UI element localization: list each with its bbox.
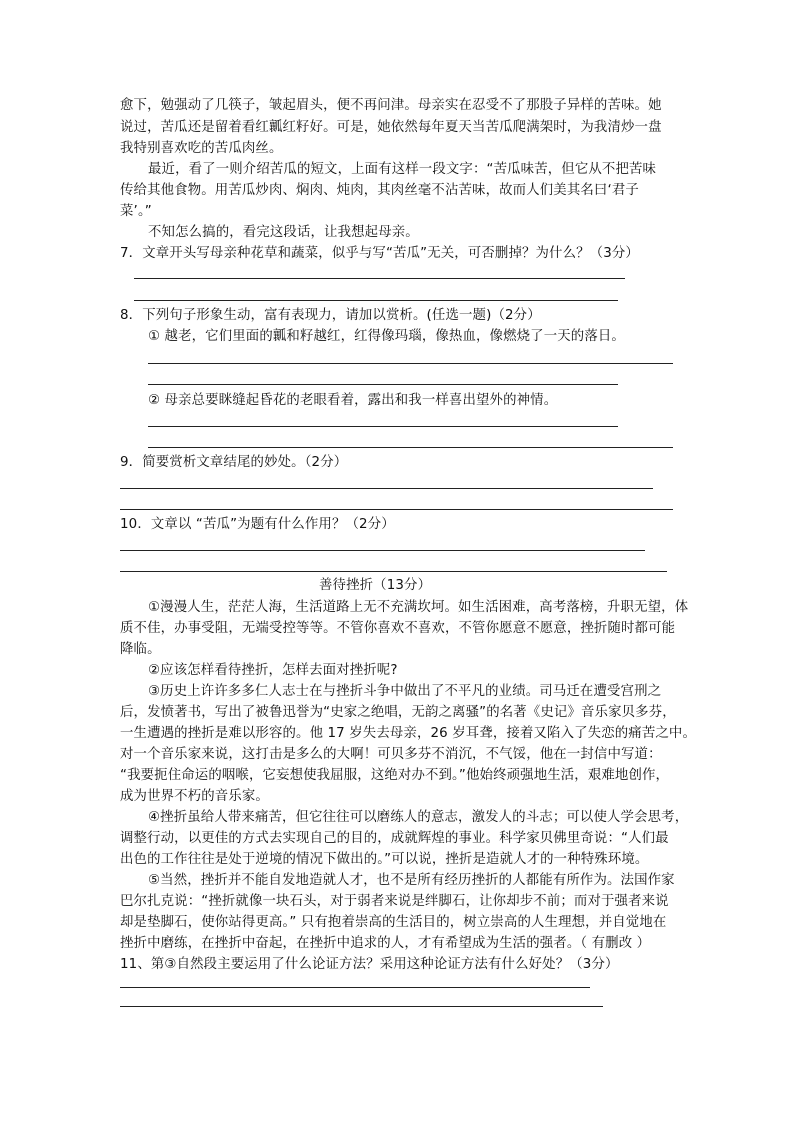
essay-line: ③历史上许许多多仁人志士在与挫折斗争中做出了不平凡的业绩。司马迁在遭受宫刑之 [148,684,662,699]
essay-line: 质不佳，办事受阻，无端受控等等。不管你喜欢不喜欢，不管你愿意不愿意，挫折随时都可能 [120,621,676,636]
question-9: 9．简要赏析文章结尾的妙处。（2分） [120,455,348,470]
passage-line: 菜’。” [120,204,152,219]
answer-line[interactable] [148,363,673,364]
essay-line: ④挫折虽给人带来痛苦，但它往往可以磨练人的意志，激发人的斗志；可以使人学会思考， [148,810,689,825]
essay-line: 巴尔扎克说：“挫折就像一块石头，对于弱者来说是绊脚石，让你却步不前；而对于强者来说 [120,894,669,909]
answer-line[interactable] [134,300,618,301]
answer-line[interactable] [148,447,673,448]
question-11: 11、第③自然段主要运用了什么论证方法？采用这种论证方法有什么好处？（3分） [120,957,619,972]
essay-line: 却是垫脚石，使你站得更高。” 只有抱着崇高的生活目的，树立崇高的人生理想，并自觉地在 [120,915,667,930]
question-7: 7．文章开头写母亲种花草和蔬菜，似乎与写“苦瓜”无关，可否删掉？为什么？（3分） [120,246,639,261]
question-8-option-1: ① 越老，它们里面的瓤和籽越红，红得像玛瑙，像热血，像燃烧了一天的落日。 [148,329,625,344]
essay-line: ②应该怎样看待挫折，怎样去面对挫折呢? [148,663,398,678]
essay-title: 善待挫折（13分） [319,578,432,593]
passage-line: 不知怎么搞的，看完这段话，让我想起母亲。 [148,225,419,240]
essay-line: 一生遭遇的挫折是难以形容的。他 17 岁失去母亲，26 岁耳聋，接着又陷入了失恋的痛苦之中。 [120,726,696,741]
passage-line: 说过，苦瓜还是留着看红瓤红籽好。可是，她依然每年夏天当苦瓜爬满架时，为我清炒一盘 [120,120,662,135]
essay-line: 调整行动，以更佳的方式去实现自己的目的，成就辉煌的事业。科学家贝佛里奇说：“人们最 [120,831,669,846]
passage-line: 传给其他食物。用苦瓜炒肉、焖肉、炖肉，其肉丝毫不沾苦味，故而人们美其名曰‘君子 [120,183,639,198]
answer-line[interactable] [134,278,625,279]
answer-line[interactable] [120,1006,603,1007]
passage-line: 愈下，勉强动了几筷子，皱起眉头，便不再问津。母亲实在忍受不了那股子异样的苦味。她 [120,98,662,113]
essay-line: “我要扼住命运的咽喉，它妄想使我屈服，这绝对办不到。”他始终顽强地生活，艰难地创作， [120,768,670,783]
passage-line: 最近，看了一则介绍苦瓜的短文，上面有这样一段文字：“苦瓜味苦，但它从不把苦味 [148,162,657,177]
answer-line[interactable] [148,384,618,385]
answer-line[interactable] [120,571,667,572]
answer-line[interactable] [120,509,673,510]
passage-line: 我特别喜欢吃的苦瓜肉丝。 [120,141,283,156]
essay-line: 出色的工作往往是处于逆境的情况下做出的。”可以说，挫折是造就人才的一种特殊环境。 [120,852,649,867]
essay-line: 对一个音乐家来说，这打击是多么的大啊！可贝多芬不消沉，不气馁，他在一封信中写道： [120,747,662,762]
essay-line: 挫折中磨练，在挫折中奋起，在挫折中追求的人，才有希望成为生活的强者。（ 有删改 ） [120,936,651,951]
question-8-option-2: ② 母亲总要眯缝起昏花的老眼看着，露出和我一样喜出望外的神情。 [148,393,558,408]
answer-line[interactable] [148,426,618,427]
essay-line: ①漫漫人生，茫茫人海，生活道路上无不充满坎坷。如生活困难，高考落榜，升职无望，体 [148,600,689,615]
essay-line: 降临。 [120,642,161,657]
essay-line: 后，发愤著书，写出了被鲁迅誉为“史家之绝唱，无韵之离骚”的名著《史记》音乐家贝多芬， [120,705,676,720]
essay-line: ⑤当然，挫折并不能自发地造就人才，也不是所有经历挫折的人都能有所作为。法国作家 [148,873,675,888]
answer-line[interactable] [120,550,645,551]
question-8: 8．下列句子形象生动，富有表现力，请加以赏析。(任选一题)（2分） [120,308,541,323]
essay-line: 成为世界不朽的音乐家。 [120,789,269,804]
answer-line[interactable] [120,987,590,988]
question-10: 10．文章以 “苦瓜”为题有什么作用？（2分） [120,517,395,532]
answer-line[interactable] [120,488,653,489]
